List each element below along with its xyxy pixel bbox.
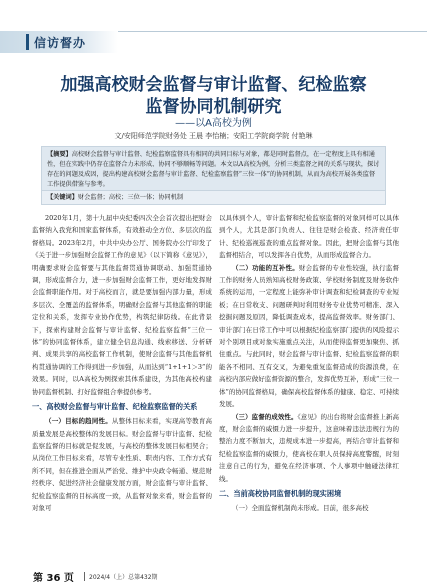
footer-divider: [84, 572, 85, 581]
section-tag-label: 信访督办: [34, 36, 87, 50]
article-title-line-1: 加强高校财会监督与审计监督、纪检监察: [60, 75, 367, 95]
left-column: [32, 212, 212, 566]
section-tag-bar: [26, 34, 29, 50]
section-heading-1: 一、高校财会监督与审计监督、纪检监察监督的关系: [32, 402, 198, 412]
article-title-line-2: 监督协同机制研究: [145, 97, 282, 117]
page-footer: [0, 569, 427, 585]
abstract-box: [41, 146, 386, 191]
continued-paragraph: 以具体到个人，审计监督和纪检监察监督的对象同样可以具体到个人，尤其是部门负责人、往往是财会检查、经济责任审计、纪检巡视巡查的重点监督对象。因此，把财会监督与其他监督相结合，可以发挥各自优势，从而形成监督合力。: [219, 214, 399, 260]
subsection-3-text: 《意见》的出台将财会监督推上新高度，财会监督的威慑力进一步提升，这意味着违法违规行为的整治力度不断加大，违规成本进一步提高，再结合审计监督和纪检监察监督的威慑力，使高校在职人员保持高度警醒，时刻注意自己的行为，避免在经济事项、个人事项中触碰法律红线。: [219, 412, 399, 483]
subsection-2: [219, 262, 399, 411]
subsection-1: [32, 415, 212, 514]
issue-info: 2024/4（上）总第432期: [89, 574, 158, 581]
subsection-2-text: 财会监督的专业性较强，执行监督工作的财务人员熟知高校财务政策、学校财务制度及财务软件系统的运用，一定程度上能弥补审计调查和纪检调查的专业短板；在日常收支、问题研判时利用财务专业优势可精准、深入挖掘问题及原因，降低调查成本，提高监督效率。财务部门、审计部门在日常工作中可以根据纪检监察部门提供的风险提示对个别项目或对象实施重点关注，从而使得监督更加聚焦、抓住重点。与此同时，财会监督与审计监督、纪检监察监督的职能各不相同、互有交叉，为避免重复监督造成的资源浪费，在高校内部应做好监督资源的整合，发挥优势互补，形成“三位一体”的协同监督格局，确保高校监督体系的健康、稳定、可持续发展。: [219, 263, 399, 409]
right-column: [219, 212, 399, 566]
article-subtitle: ——以A高校为例: [175, 118, 252, 129]
keywords-heading: 【关键词】: [47, 194, 78, 201]
abstract-heading: 【摘要】: [47, 151, 72, 158]
section-heading-2: 二、当前高校协同监督机制的现实困境: [219, 488, 342, 498]
keywords-text: 财会监督；高校；三位一体；协同机制: [77, 194, 184, 201]
subsection-3-title: （三）监督的成效性。: [232, 412, 298, 421]
section-tag: [0, 31, 118, 53]
subsection-2-title: （二）功能的互补性。: [232, 263, 299, 272]
abstract-text: 高校财会监督与审计监督、纪检监察监督具有相同的共同目标与对象，都是同时监督点，在一定程度上具有相通性，但在实践中仍存在监督合力未形成、协同不够顺畅等问题。本文以A高校为例，分析三类监督之间的关系与现状，探讨存在的问题及成因，提出构建高校财会监督与审计监督、纪检监察监督“三位一体”的协同机制，从而为高校开展各类监督工作提供借鉴与参考。: [47, 151, 380, 188]
subsection-1-title: （一）目标的趋同性。: [45, 417, 112, 426]
intro-paragraph: 2020年1月，第十九届中央纪委四次全会首次提出把财会监督纳入我党和国家监督体系，有效推动全方位、多层次的监督格局。2023年2月，中共中央办公厅、国务院办公厅印发了《关于进一步加强财会监督工作的意见》（以下简称《意见》），明确要求财会监督要与其他监督贯通协调联动、加强贯通协调，形成监督合力，进一步加强财会监督工作，更好地发挥财会监督职能作用。对于高校而言，就是要加强内部力量，形成多层次、全覆盖的监督体系，明确财会监督与其他监督的职能定位和关系，发挥专业协作优势，构筑纪律防线。在此背景下，探索构建财会监督与审计监督、纪检监察监督“三位一体”的协同监督体系，建立健全信息沟通、线索移送、分析研判、成果共享的高校监督工作机制，使财会监督与其他监督机构贯通协调的工作得到进一步加强，从而达到“1+1+1＞3”的效果。同时，以A高校为例探索其体系建设，为其他高校构建协同监督机制、打好监督组合拳提供参考。: [32, 214, 212, 396]
subsection-4: （一）全面监督机制尚未形成。目前，很多高校: [232, 503, 369, 512]
page-number: 第 36 页: [33, 573, 74, 584]
keywords-box: [41, 191, 386, 205]
subsection-1-text: 从整体目标来看，实现高等教育高质量发展是高校整体的发展目标。财会监督与审计监督、纪检监察监督的目标就是促发展，与高校的整体发展目标相契合；从岗位工作目标来看，尽管专业性质、职责内容、工作方式有所不同，但在推进全面从严治党、维护中央政令畅通、规范财经秩序、促进经济社会健康发展方面，财会监督与审计监督、纪检监察监督的目标高度一致，从监督对象来看，财会监督的对象可: [32, 417, 212, 512]
subsection-3: [219, 411, 399, 485]
author-line: 文/安阳师范学院财务处 王晨 李怡楠；安阳工学院商学院 付艳琳: [114, 132, 313, 140]
